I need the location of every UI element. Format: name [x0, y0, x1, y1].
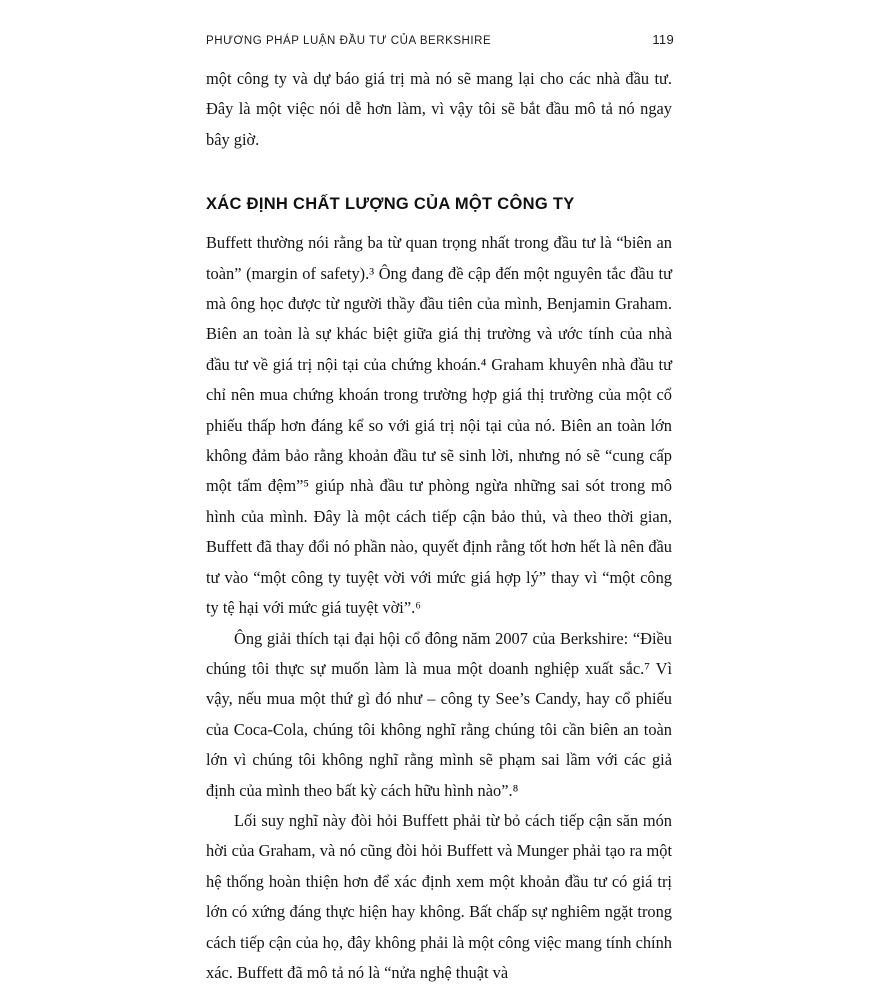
page-number: 119 [652, 32, 674, 47]
running-head-title: PHƯƠNG PHÁP LUẬN ĐẦU TƯ CỦA BERKSHIRE [206, 35, 492, 47]
body-paragraph: một công ty và dự báo giá trị mà nó sẽ mang lại cho các nhà đầu tư. Đây là một việc nói dễ hơn làm, vì vậy tôi sẽ bắt đầu mô tả nó ngay bây giờ. [206, 69, 672, 149]
body-paragraph: Lối suy nghĩ này đòi hỏi Buffett phải từ bỏ cách tiếp cận săn món hời của Graham, và nó cũng đòi hỏi Buffett và Munger phải tạo ra một hệ thống hoàn thiện hơn để xác định xem một khoản đầu tư có giá trị lớn có xứng đáng thực hiện hay không. Bất chấp sự nghiêm ngặt trong cách tiếp cận của họ, đây không phải là một công việc mang tính chính xác. Buffett đã mô tả nó là “nửa nghệ thuật và [206, 810, 672, 982]
body-paragraph: Ông giải thích tại đại hội cổ đông năm 2007 của Berkshire: “Điều chúng tôi thực sự muốn làm là mua một doanh nghiệp xuất sắc.⁷ Vì vậy, nếu mua một thứ gì đó như – công ty See’s Candy, hay cổ phiếu của Coca-Cola, chúng tôi không nghĩ rằng chúng tôi cần biên an toàn lớn vì chúng tôi không nghĩ rằng mình sẽ phạm sai lầm với các giả định của mình theo bất kỳ cách hữu hình nào”.⁸ [206, 628, 672, 800]
body-paragraph: Buffett thường nói rằng ba từ quan trọng nhất trong đầu tư là “biên an toàn” (margin of safety).³ Ông đang đề cập đến một nguyên tắc đầu tư mà ông học được từ người thầy đầu tiên của mình, Benjamin Graham. Biên an toàn là sự khác biệt giữa giá thị trường và ước tính của nhà đầu tư về giá trị nội tại của chứng khoán.⁴ Graham khuyên nhà đầu tư chỉ nên mua chứng khoán trong trường hợp giá thị trường của một cổ phiếu thấp hơn đáng kể so với giá trị nội tại của nó. Biên an toàn lớn không đảm bảo rằng khoản đầu tư sẽ sinh lời, nhưng nó sẽ “cung cấp một tấm đệm”⁵ giúp nhà đầu tư phòng ngừa những sai sót trong mô hình của mình. Đây là một cách tiếp cận bảo thủ, và theo thời gian, Buffett đã thay đổi nó phần nào, quyết định rằng tốt hơn hết là nên đầu tư vào “một công ty tuyệt vời với mức giá hợp lý” thay vì “một công ty tệ hại với mức giá tuyệt vời”.⁶ [206, 233, 672, 618]
running-header [206, 32, 674, 47]
page-body [206, 64, 672, 988]
section-heading: XÁC ĐỊNH CHẤT LƯỢNG CỦA MỘT CÔNG TY [206, 195, 575, 214]
